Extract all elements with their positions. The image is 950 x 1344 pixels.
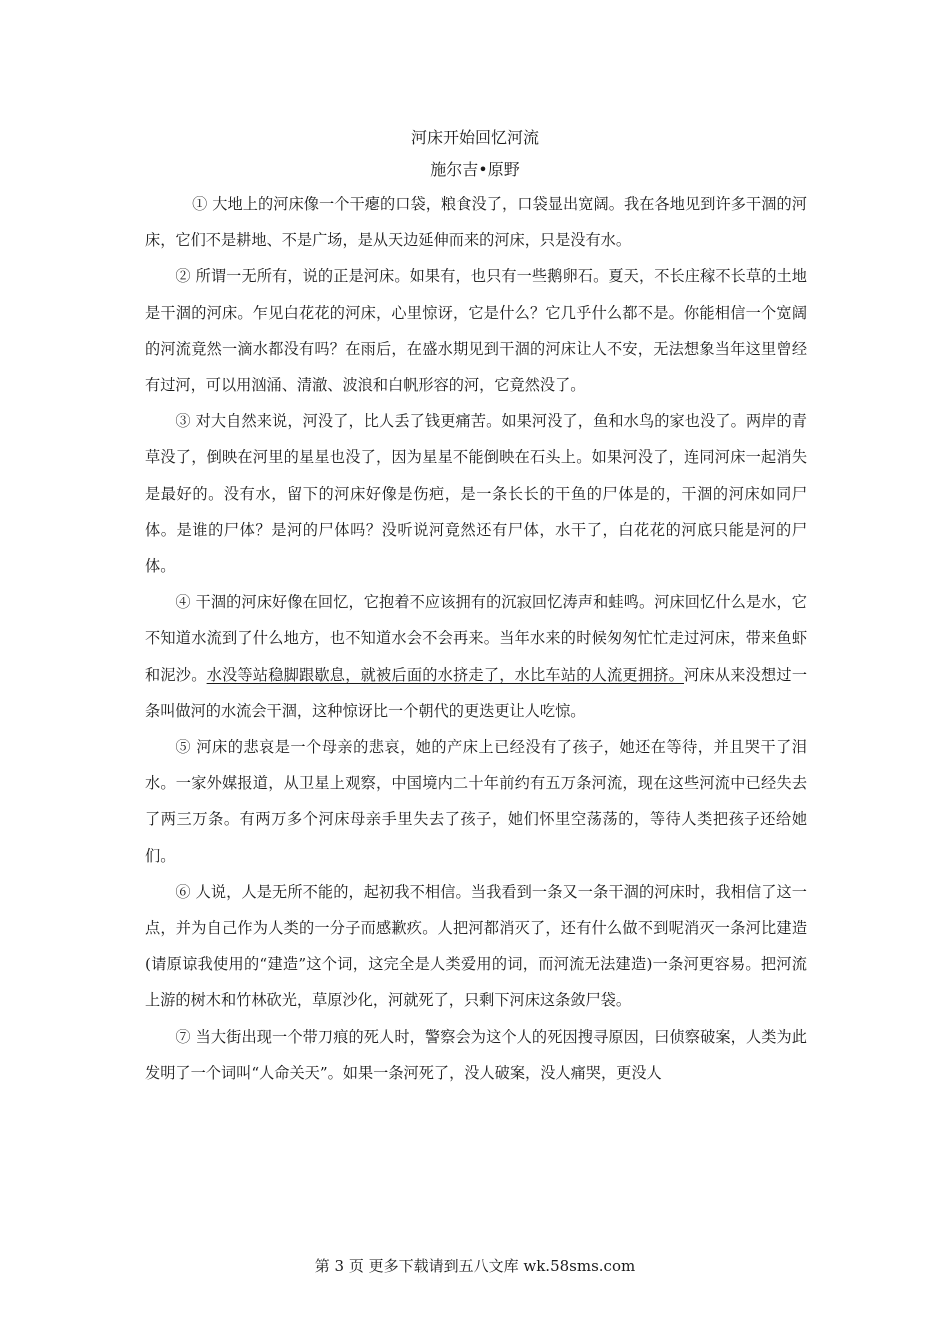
paragraph-4-text-after: 河床从来没想过一条叫做河的水流会干涸，这种惊讶比一个朝代的更迭更让人吃惊。 [145,665,808,720]
paragraph-6 [145,874,807,1019]
paragraph-7-text: ⑦ 当大街出现一个带刀痕的死人时，警察会为这个人的死因搜寻原因，曰侦察破案，人类为此发明了一个词叫“人命关天”。如果一条河死了，没人破案，没人痛哭，更没人 [145,1027,807,1082]
paragraph-2-text: ② 所谓一无所有，说的正是河床。如果有，也只有一些鹅卵石。夏天，不长庄稼不长草的土地是干涸的河床。乍见白花花的河床，心里惊讶，它是什么？它几乎什么都不是。你能相信一个宽阔的河流竟然一滴水都没有吗？在雨后，在盛水期见到干涸的河床让人不安，无法想象当年这里曾经有过河，可以用汹涌、清澈、波浪和白帆形容的河，它竟然没了。 [145,267,807,395]
paragraph-5-text: ⑤ 河床的悲哀是一个母亲的悲哀，她的产床上已经没有了孩子，她还在等待，并且哭干了泪水。一家外媒报道，从卫星上观察，中国境内二十年前约有五万条河流，现在这些河流中已经失去了两三万条。有两万多个河床母亲手里失去了孩子，她们怀里空荡荡的，等待人类把孩子还给她们。 [145,738,807,865]
page-footer: 第 3 页 更多下载请到五八文库 wk.58sms.com [314,1257,636,1275]
paragraph-1 [145,186,807,258]
article-title: 河床开始回忆河流 [410,128,539,147]
paragraph-1-text: ① 大地上的河床像一个干瘪的口袋，粮食没了，口袋显出宽阔。我在各地见到许多干涸的河床，它们不是耕地、不是广场，是从天边延伸而来的河床，只是没有水。 [145,195,807,250]
paragraph-4 [145,584,807,729]
paragraph-4-text-before: ④ 干涸的河床好像在回忆，它抱着不应该拥有的沉寂回忆涛声和蛙鸣。河床回忆什么是水，它不知道水流到了什么地方，也不知道水会不会再来。当年水来的时候匆匆忙忙走过河床，带来鱼虾和泥沙。 [145,593,807,684]
underlined-sentence: 水没等站稳脚跟歇息，就被后面的水挤走了，水比车站的人流更拥挤。 [206,665,685,684]
paragraph-3-text: ③ 对大自然来说，河没了，比人丢了钱更痛苦。如果河没了，鱼和水鸟的家也没了。两岸的青草没了，倒映在河里的星星也没了，因为星星不能倒映在石头上。如果河没了，连同河床一起消失是最好的。没有水，留下的河床好像是伤疤，是一条长长的干鱼的尸体是的，干涸的河床如同尸体。是谁的尸体？是河的尸体吗？没听说河竟然还有尸体，水干了，白花花的河底只能是河的尸体。 [145,412,807,576]
paragraph-5 [145,729,807,874]
paragraph-6-text: ⑥ 人说，人是无所不能的，起初我不相信。当我看到一条又一条干涸的河床时，我相信了这一点，并为自己作为人类的一分子而感歉疚。人把河都消灭了，还有什么做不到呢消灭一条河比建造(请原谅我使用的“建造”这个词，这完全是人类爱用的词，而河流无法建造)一条河更容易。把河流上游的树木和竹林砍光，草原沙化，河就死了，只剩下河床这条敛尸袋。 [145,882,807,1010]
article-body [145,186,807,1091]
paragraph-2 [145,258,807,403]
paragraph-7 [145,1019,807,1091]
article-author: 施尔吉•原野 [430,160,520,179]
paragraph-3 [145,403,807,584]
